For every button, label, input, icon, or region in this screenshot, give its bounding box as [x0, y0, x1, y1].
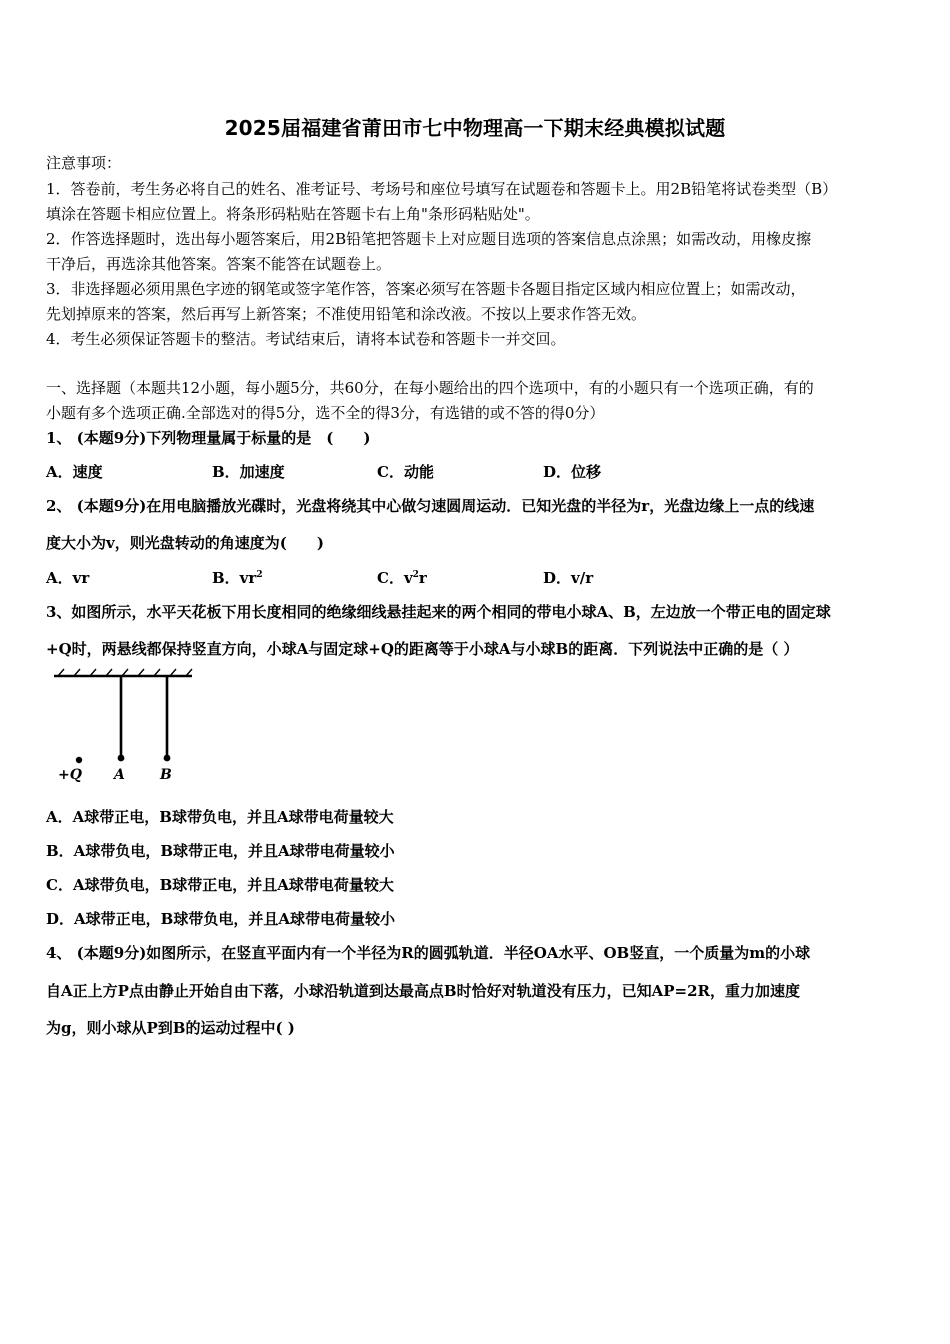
q3-option-d: D．A球带正电，B球带负电，并且A球带电荷量较小 — [46, 910, 395, 928]
label-a: A — [114, 767, 125, 783]
question-3-stem: +Q时，两悬线都保持竖直方向，小球A与固定球+Q的距离等于小球A与小球B的距离．下列说法中正确的是（ ） — [46, 640, 799, 658]
notice-line: 先划掉原来的答案，然后再写上新答案；不准使用铅笔和涂改液。不按以上要求作答无效。 — [46, 305, 647, 323]
question-3-stem: 3、如图所示，水平天花板下用长度相同的绝缘细线悬挂起来的两个相同的带电小球A、B，左边放一个带正电的固定球 — [46, 603, 831, 621]
superscript-2: 2 — [256, 570, 263, 580]
q3-option-c: C．A球带负电，B球带正电，并且A球带电荷量较大 — [46, 876, 394, 894]
notice-line: 3．非选择题必须用黑色字迹的钢笔或签字笔作答，答案必须写在答题卡各题目指定区域内相应位置上；如需改动， — [46, 280, 806, 298]
notice-line: 填涂在答题卡相应位置上。将条形码粘贴在答题卡右上角"条形码粘贴处"。 — [46, 205, 540, 223]
q1-option-c: C．动能 — [377, 463, 434, 481]
ball-b — [164, 755, 171, 762]
label-q: +Q — [58, 767, 82, 783]
notice-line: 干净后，再选涂其他答案。答案不能答在试题卷上。 — [46, 255, 392, 273]
notice-line: 1．答卷前，考生务必将自己的姓名、准考证号、考场号和座位号填写在试题卷和答题卡上。用2B铅笔将试卷类型（B） — [46, 180, 838, 198]
notice-line: 2．作答选择题时，选出每小题答案后，用2B铅笔把答题卡上对应题目选项的答案信息点涂黑；如需改动，用橡皮擦 — [46, 230, 812, 248]
question-4-stem: 自A正上方P点由静止开始自由下落，小球沿轨道到达最高点B时恰好对轨道没有压力，已知AP=2R，重力加速度 — [46, 982, 800, 1000]
question-4-stem: 4、 (本题9分)如图所示，在竖直平面内有一个半径为R的圆弧轨道．半径OA水平、OB竖直，一个质量为m的小球 — [46, 944, 811, 962]
question-2-stem: 2、 (本题9分)在用电脑播放光碟时，光盘将绕其中心做匀速圆周运动．已知光盘的半径为r，光盘边缘上一点的线速 — [46, 497, 815, 515]
q2-option-b-text: B．vr — [212, 569, 257, 587]
q1-option-d: D．位移 — [543, 463, 602, 481]
ball-a — [118, 755, 125, 762]
hanging-charges-figure — [52, 666, 198, 786]
question-1-stem: 1、 (本题9分)下列物理量属于标量的是 ( ) — [46, 429, 371, 447]
q3-option-a: A．A球带正电，B球带负电，并且A球带电荷量较大 — [46, 808, 394, 826]
page-title: 2025届福建省莆田市七中物理高一下期末经典模拟试题 — [224, 116, 726, 140]
q2-option-c-text: r — [418, 569, 427, 587]
question-2-stem: 度大小为v，则光盘转动的角速度为( ) — [46, 534, 324, 552]
q1-option-b: B．加速度 — [212, 463, 285, 481]
section-instructions: 小题有多个选项正确.全部选对的得5分，选不全的得3分，有选错的或不答的得0分） — [46, 404, 605, 422]
q1-option-a: A．速度 — [46, 463, 103, 481]
q2-option-d: D．v/r — [543, 569, 594, 587]
section-instructions: 一、选择题（本题共12小题，每小题5分，共60分，在每小题给出的四个选项中，有的小题只有一个选项正确，有的 — [46, 379, 814, 397]
q2-option-b — [212, 567, 263, 588]
q2-option-c-text: C．v — [377, 569, 413, 587]
notice-heading: 注意事项： — [46, 154, 122, 172]
superscript-2: 2 — [412, 570, 419, 580]
charge-q-ball — [76, 757, 82, 763]
q3-option-b: B．A球带负电，B球带正电，并且A球带电荷量较小 — [46, 842, 395, 860]
question-4-stem: 为g，则小球从P到B的运动过程中( ) — [46, 1019, 295, 1037]
label-b: B — [160, 767, 172, 783]
notice-line: 4．考生必须保证答题卡的整洁。考试结束后，请将本试卷和答题卡一并交回。 — [46, 330, 566, 348]
q2-option-a: A．vr — [46, 569, 90, 587]
q2-option-c — [377, 567, 427, 588]
